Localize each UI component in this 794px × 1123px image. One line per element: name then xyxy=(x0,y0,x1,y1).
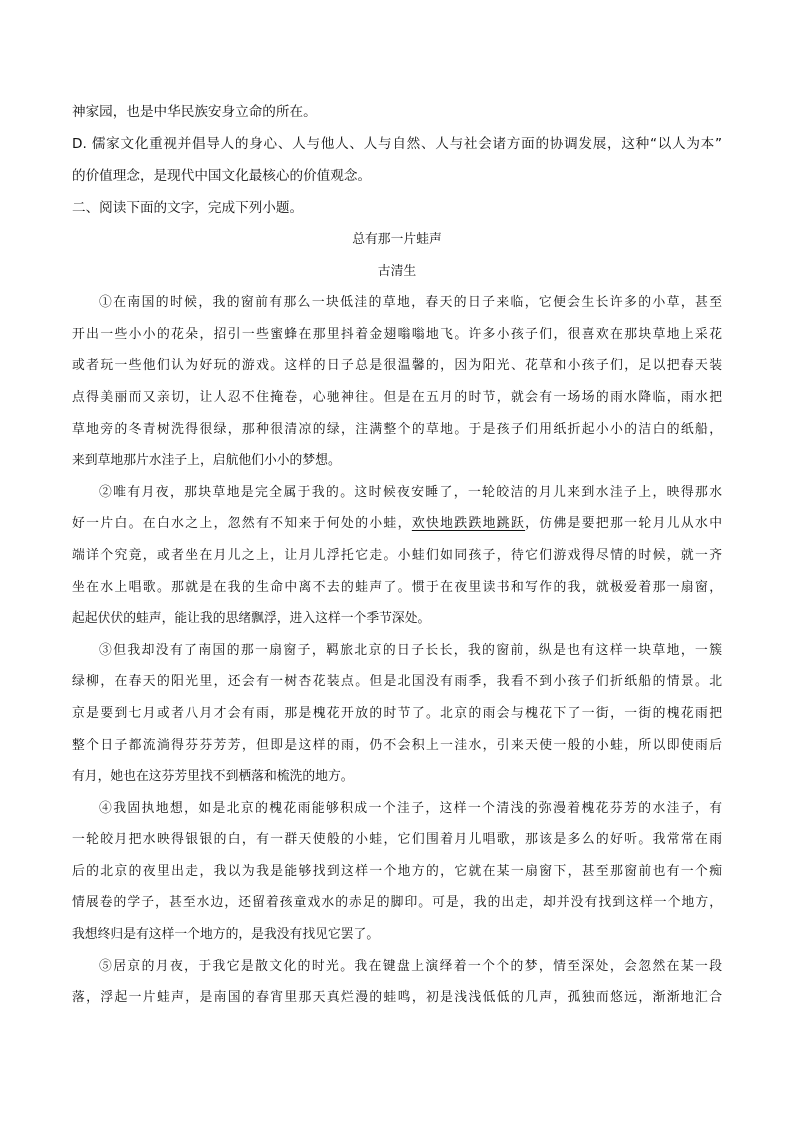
paragraph-line: 情展卷的学子，甚至水边，还留着孩童戏水的赤足的脚印。可是，我的出走，却并没有找到这样一个地方， xyxy=(72,895,722,911)
option-d-line-2: 的价值理念，是现代中国文化最核心的价值观念。 xyxy=(72,168,372,184)
paragraph-line: 我想终归是有这样一个地方的，是我没有找见它罢了。 xyxy=(72,927,380,943)
article xyxy=(72,224,722,1014)
article-title: 总有那一片蛙声 xyxy=(352,232,442,247)
article-author: 古清生 xyxy=(377,263,417,279)
paragraph-line: 端详个究竟，或者坐在月儿之上，让月儿浮托它走。小蛙们如同孩子，待它们游戏得尽情的时候，就一齐 xyxy=(72,547,722,563)
paragraph-3 xyxy=(72,635,722,793)
paragraph-line: ④我固执地想，如是北京的槐花雨能够积成一个洼子，这样一个清浅的弥漫着槐花芬芳的水洼子，有 xyxy=(99,800,722,816)
paragraph-line: 点得美丽而又亲切，让人忍不住掩卷，心驰神往。但是在五月的时节，就会有一场场的雨水降临，雨水把 xyxy=(72,389,722,405)
paragraph-line: 有月，她也在这芬芳里找不到栖落和梳洗的地方。 xyxy=(72,769,354,785)
paragraph-1 xyxy=(72,287,722,477)
question-options-block xyxy=(72,96,722,224)
text-segment: 好一片白。在白水之上，忽然有不知来于何处的小蛙， xyxy=(72,516,412,532)
paragraph-line: ⑤居京的月夜，于我它是散文化的时光。我在键盘上演绎着一个个的梦，情至深处，会忽然在某一段 xyxy=(99,958,722,974)
paragraph-line: 一轮皎月把水映得银银的白，有一群天使般的小蛙，它们围着月儿唱歌，那该是多么的好听。我常常在雨 xyxy=(72,832,722,848)
paragraph-line: 京是要到七月或者八月才会有雨，那是槐花开放的时节了。北京的雨会与槐花下了一街，一街的槐花雨把 xyxy=(72,705,722,721)
paragraph-line: ②唯有月夜，那块草地是完全属于我的。这时候夜安睡了，一轮皎洁的月儿来到水洼子上，映得那水 xyxy=(99,484,722,500)
page-content xyxy=(72,96,722,1014)
text-segment: ，仿佛是要把那一轮月儿从水中 xyxy=(525,516,723,532)
underlined-phrase: 欢快地跌跌地跳跃 xyxy=(411,516,526,532)
paragraph-line: 绿柳，在春天的阳光里，还会有一树杏花装点。但是北国没有雨季，我看不到小孩子们折纸船的情景。北 xyxy=(72,674,722,690)
paragraph-line: 坐在水上唱歌。那就是在我的生命中离不去的蛙声了。惯于在夜里读书和写作的我，就极爱着那一扇窗， xyxy=(72,579,722,595)
paragraph-line: 后的北京的夜里出走，我以为我是能够找到这样一个地方的，它就在某一扇窗下，甚至那窗前也有一个痴 xyxy=(72,863,722,879)
paragraph-2 xyxy=(72,477,722,635)
paragraph-line: 开出一些小小的花朵，招引一些蜜蜂在那里抖着金翅嗡嗡地飞。许多小孩子们，很喜欢在那块草地上采花 xyxy=(72,326,722,342)
paragraph-4 xyxy=(72,793,722,951)
paragraph-line: 整个日子都流淌得芬芬芳芳，但即是这样的雨，仍不会积上一洼水，引来天使一般的小蛙，所以即使雨后 xyxy=(72,737,722,753)
option-d-line-1: D. 儒家文化重视并倡导人的身心、人与他人、人与自然、人与社会诸方面的协调发展，这种“以人为本” xyxy=(72,136,722,152)
paragraph-line: ①在南国的时候，我的窗前有那么一块低洼的草地，春天的日子来临，它便会生长许多的小草，甚至 xyxy=(99,295,722,311)
paragraph-line xyxy=(72,508,722,540)
option-c-continuation: 神家园，也是中华民族安身立命的所在。 xyxy=(72,104,317,120)
paragraph-line: 或者玩一些他们认为好玩的游戏。这样的日子总是很温馨的，因为阳光、花草和小孩子们，足以把春天装 xyxy=(72,358,722,374)
paragraph-line: ③但我却没有了南国的那一扇窗子，羁旅北京的日子长长，我的窗前，纵是也有这样一块草地，一簇 xyxy=(99,642,722,658)
paragraph-line: 草地旁的冬青树洗得很绿，那种很清凉的绿，注满整个的草地。于是孩子们用纸折起小小的洁白的纸船， xyxy=(72,421,722,437)
paragraph-line: 来到草地那片水洼子上，启航他们小小的梦想。 xyxy=(72,453,341,469)
paragraph-5 xyxy=(72,951,722,1014)
paragraph-line: 落，浮起一片蛙声，是南国的春宵里那天真烂漫的蛙鸣，初是浅浅低低的几声，孤独而悠远，渐渐地汇合 xyxy=(72,990,722,1006)
paragraph-line: 起起伏伏的蛙声，能让我的思绪飘浮，进入这样一个季节深处。 xyxy=(72,611,431,627)
section-heading: 二、阅读下面的文字，完成下列小题。 xyxy=(72,200,304,216)
